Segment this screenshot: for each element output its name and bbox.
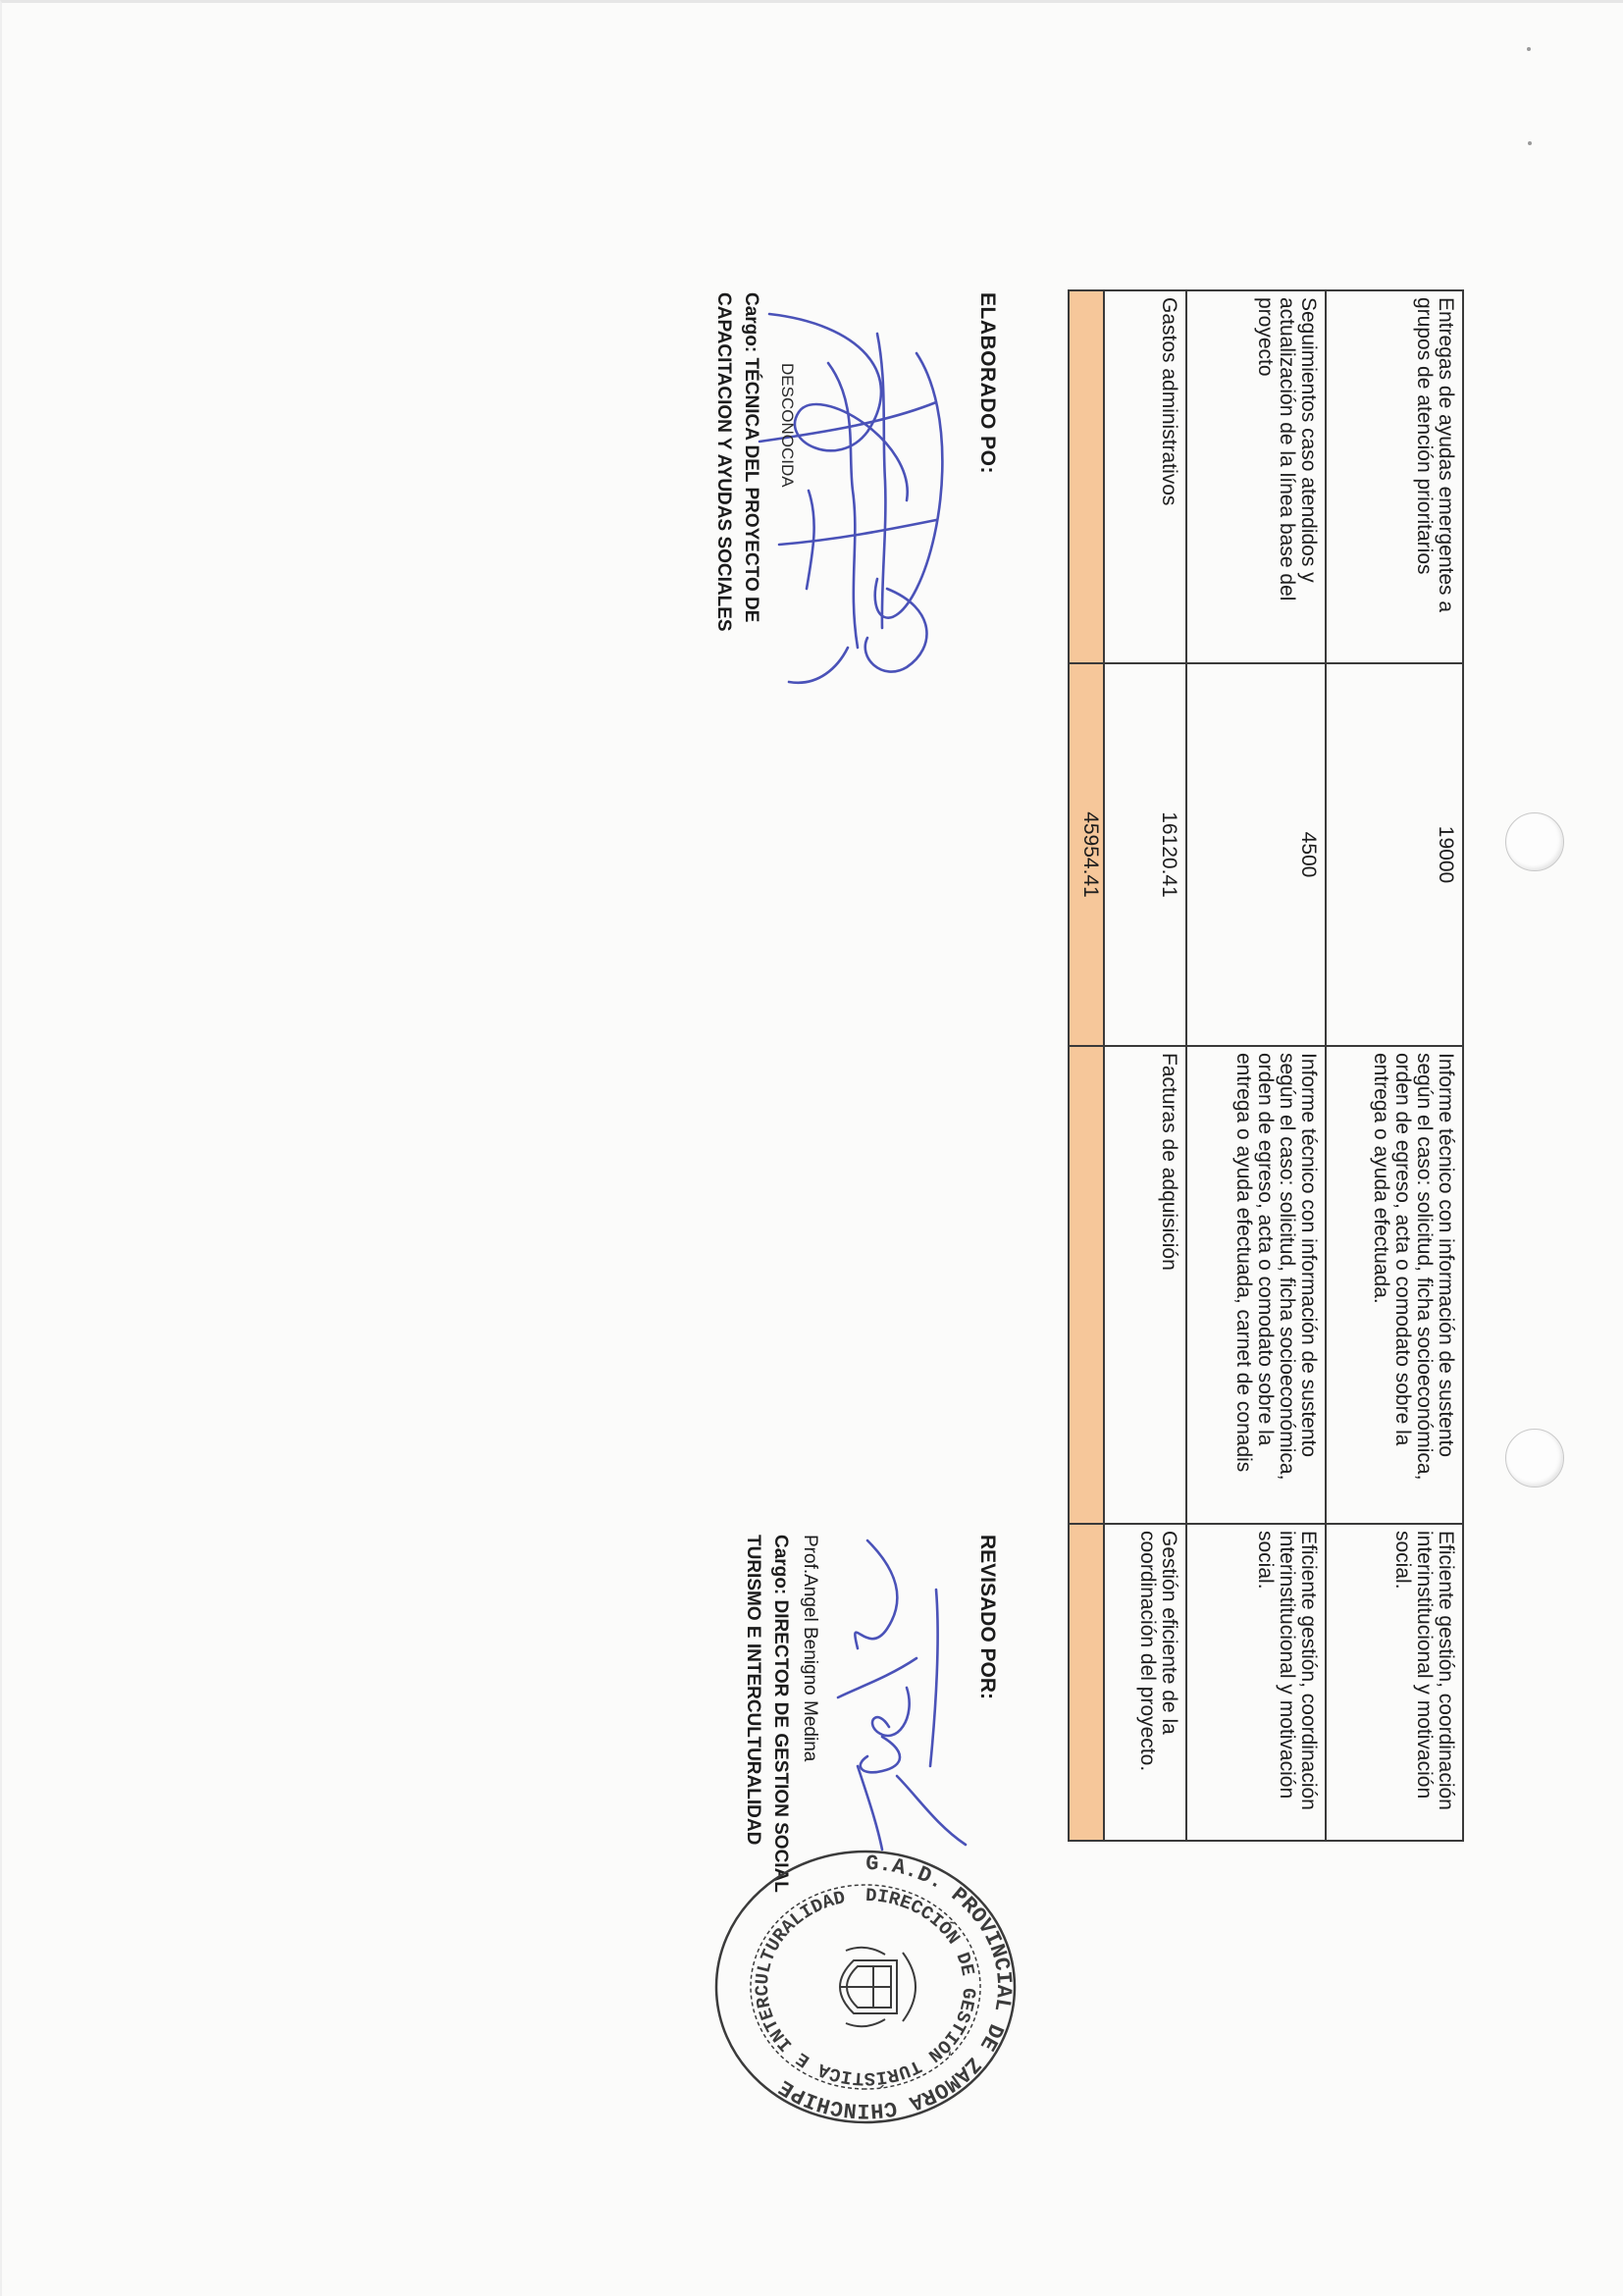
amount-cell: 4500 — [1186, 663, 1326, 1046]
total-empty-cell — [1069, 1046, 1104, 1524]
table-row — [1326, 290, 1463, 1841]
elaborado-signature — [740, 294, 975, 706]
seal-outer-text: G.A.D. PROVINCIAL DE ZAMORA CHINCHIPE — [774, 1851, 1017, 2123]
verification-cell: Informe técnico con información de sustento según el caso: solicitud, ficha socioeconómica, orden de egreso, acta o comodato sobre la entrega o ayuda efectuada, carnet de conadis — [1186, 1046, 1326, 1524]
elaborado-name: DESCONOCIDA — [778, 363, 797, 488]
table-row — [1186, 290, 1326, 1841]
seal-inner-text: DIRECCIÓN DE GESTIÓN TURÍSTICA E INTERCULTURALIDAD — [751, 1884, 980, 2090]
result-cell: Gestión eficiente de la coordinación del proyecto. — [1104, 1524, 1186, 1841]
result-cell: Eficiente gestión, coordinación interinstitucional y motivación social. — [1326, 1524, 1463, 1841]
revisado-label: REVISADO POR: — [976, 1535, 999, 1700]
revisado-signature — [828, 1531, 975, 1854]
total-row — [1069, 290, 1104, 1841]
scan-speck — [1528, 141, 1532, 145]
official-seal — [708, 1845, 1022, 2129]
activity-cell: Gastos administrativos — [1104, 290, 1186, 663]
table-row — [1104, 290, 1186, 1841]
punch-hole-bottom — [1505, 1429, 1564, 1487]
verification-cell: Facturas de adquisición — [1104, 1046, 1186, 1524]
revisado-cargo-line1: Cargo: DIRECTOR DE GESTION SOCIAL — [770, 1535, 791, 1893]
total-empty-cell — [1069, 1524, 1104, 1841]
punch-hole-top — [1505, 812, 1564, 871]
amount-cell: 19000 — [1326, 663, 1463, 1046]
elaborado-cargo-line1: Cargo: TÉCNICA DEL PROYECTO DE — [741, 292, 761, 623]
amount-cell: 16120.41 — [1104, 663, 1186, 1046]
activity-cell: Entregas de ayudas emergentes a grupos de atención prioritarios — [1326, 290, 1463, 663]
activity-cell: Seguimientos caso atendidos y actualización de la línea base del proyecto — [1186, 290, 1326, 663]
total-label-cell — [1069, 290, 1104, 663]
result-cell: Eficiente gestión, coordinación interinstitucional y motivación social. — [1186, 1524, 1326, 1841]
scan-speck — [1527, 47, 1531, 51]
elaborado-cargo-line2: CAPACITACION Y AYUDAS SOCIALES — [713, 292, 734, 632]
activities-table — [1068, 289, 1464, 1842]
revisado-name: Prof.Angel Benigno Medina — [800, 1535, 820, 1762]
seal-crest-emblem — [840, 1948, 916, 2026]
revisado-cargo-line2: TURISMO E INTERCULTURALIDAD — [743, 1535, 763, 1846]
elaborado-label: ELABORADO PO: — [976, 292, 999, 474]
total-amount-cell: 45954.41 — [1069, 663, 1104, 1046]
verification-cell: Informe técnico con información de sustento según el caso: solicitud, ficha socioeconómica, orden de egreso, acta o comodato sobre la entrega o ayuda efectuada. — [1326, 1046, 1463, 1524]
